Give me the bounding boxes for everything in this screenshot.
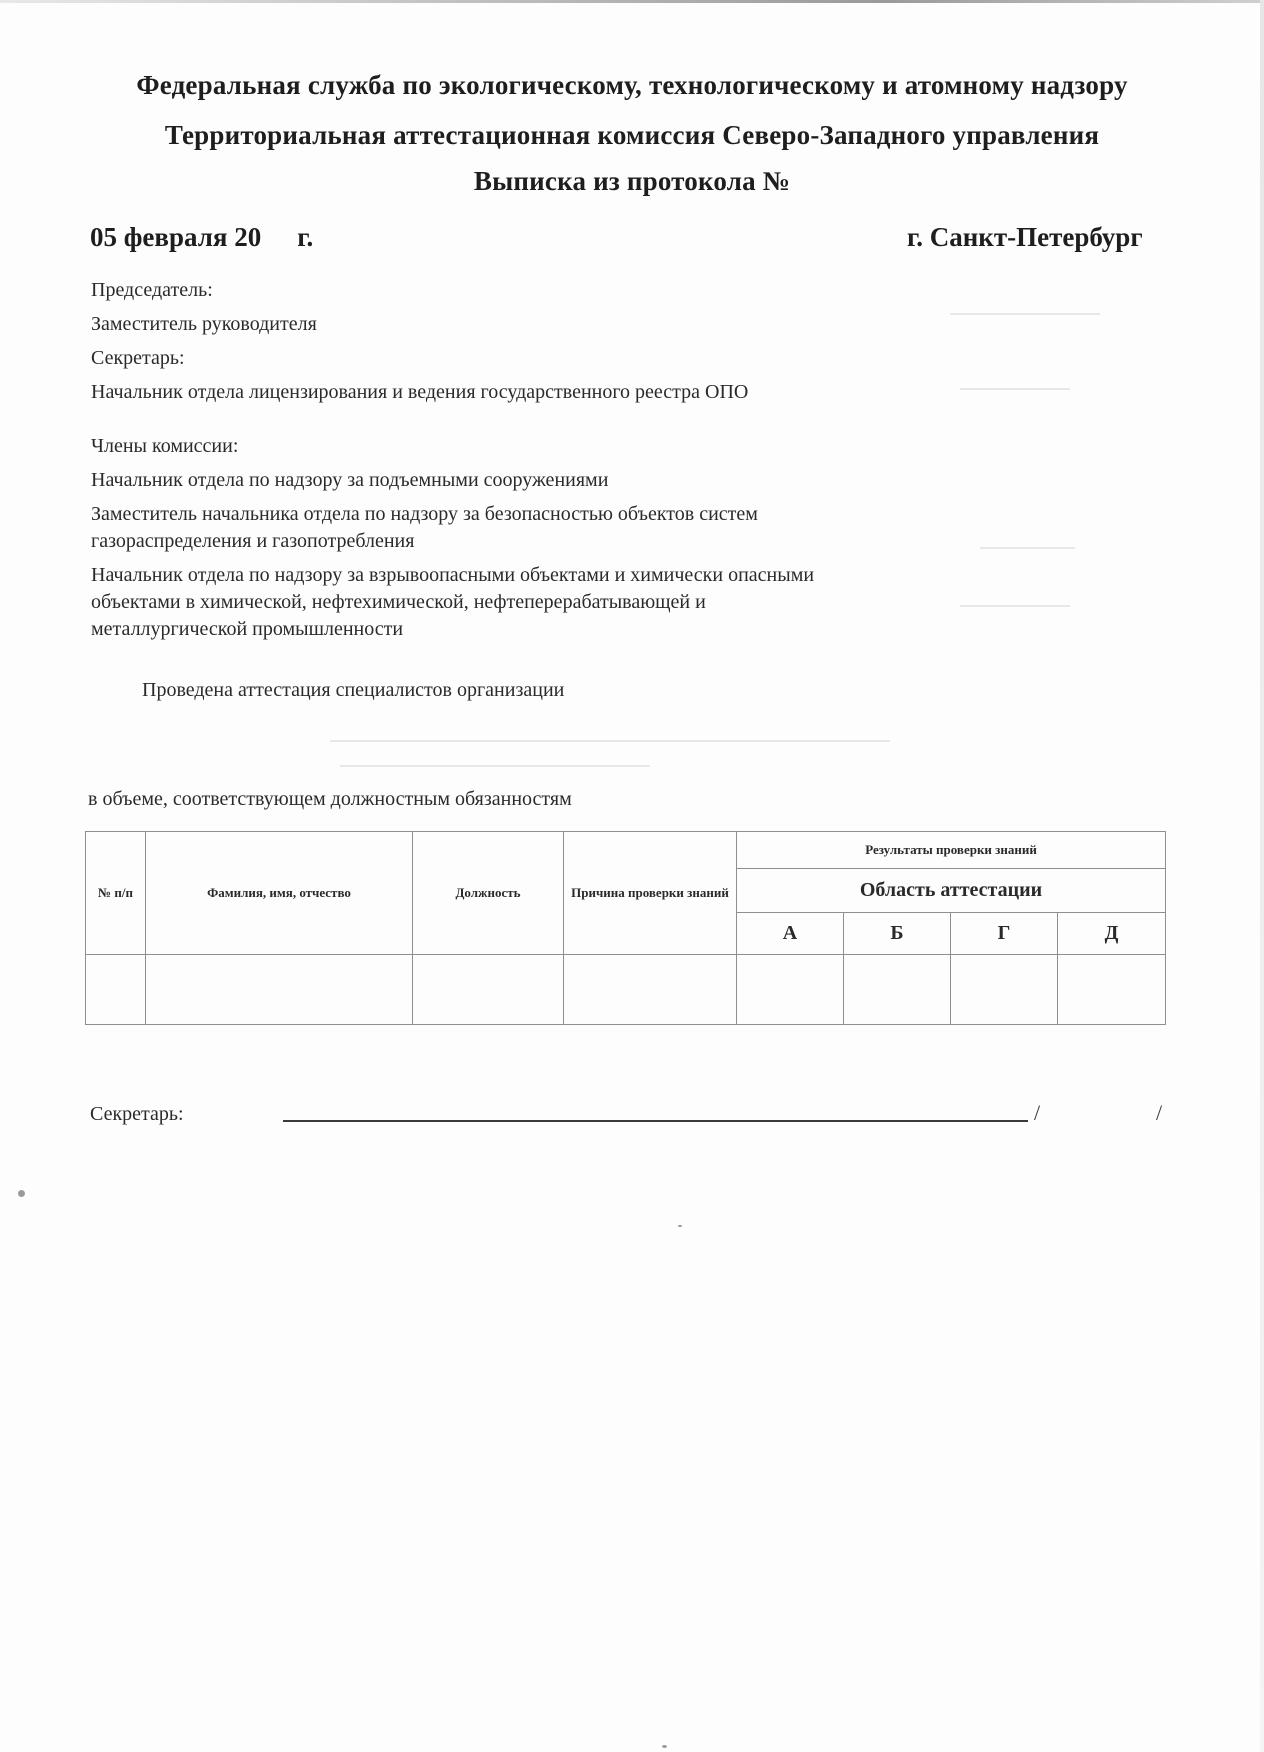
protocol-city: г. Санкт-Петербург xyxy=(907,222,1143,252)
scope-text: в объеме, соответствующем должностным обязанностям xyxy=(88,788,572,810)
col-header-area-a: А xyxy=(737,913,844,955)
signature-slash-left: / xyxy=(1034,1100,1041,1125)
col-header-number: № п/п xyxy=(86,832,146,955)
chair-label: Председатель: xyxy=(91,279,213,301)
scan-speck xyxy=(678,1225,682,1227)
redacted-organization-line-2 xyxy=(340,765,650,767)
table-cell xyxy=(1058,955,1166,1025)
scan-speck xyxy=(662,1745,667,1748)
agency-title: Федеральная служба по экологическому, технологическому и атомному надзору xyxy=(136,70,1128,100)
table-cell xyxy=(844,955,951,1025)
protocol-date xyxy=(90,222,313,253)
scan-speck xyxy=(18,1190,25,1197)
redacted-chair-name xyxy=(950,313,1100,315)
member-3-line-3: металлургической промышленности xyxy=(91,618,404,640)
date-prefix: 05 февраля 20 xyxy=(90,222,262,252)
footer-secretary-label: Секретарь: xyxy=(90,1103,184,1125)
table-cell xyxy=(951,955,1058,1025)
date-suffix: г. xyxy=(297,222,314,252)
redacted-member-name xyxy=(960,605,1070,607)
col-header-area-d: Д xyxy=(1058,913,1166,955)
redacted-secretary-name xyxy=(960,388,1070,390)
table-cell xyxy=(86,955,146,1025)
table-cell xyxy=(413,955,564,1025)
col-header-area-b: Б xyxy=(844,913,951,955)
col-header-position: Должность xyxy=(413,832,564,955)
secretary-label: Секретарь: xyxy=(91,347,185,369)
secretary-position: Начальник отдела лицензирования и ведения государственного реестра ОПО xyxy=(91,381,749,403)
attestation-text: Проведена аттестация специалистов организации xyxy=(142,679,565,701)
commission-title: Территориальная аттестационная комиссия Северо-Западного управления xyxy=(164,120,1100,150)
signature-line xyxy=(283,1120,1028,1122)
table-cell xyxy=(737,955,844,1025)
member-2-line-2: газораспределения и газопотребления xyxy=(91,530,415,552)
scan-right-edge xyxy=(1260,0,1264,1752)
col-header-area: Область аттестации xyxy=(737,869,1166,913)
col-header-full-name: Фамилия, имя, отчество xyxy=(146,832,413,955)
chair-position: Заместитель руководителя xyxy=(91,313,317,335)
attestation-results-table xyxy=(85,831,1166,1025)
members-label: Члены комиссии: xyxy=(91,435,239,457)
redacted-organization-line-1 xyxy=(330,740,890,742)
col-header-reason: Причина проверки знаний xyxy=(564,832,737,955)
redacted-member-name xyxy=(980,547,1075,549)
col-header-area-g: Г xyxy=(951,913,1058,955)
member-3-line-2: объектами в химической, нефтехимической, нефтеперерабатывающей и xyxy=(91,591,706,613)
protocol-title: Выписка из протокола № xyxy=(473,166,791,196)
signature-slash-right: / xyxy=(1156,1100,1163,1125)
scan-top-edge xyxy=(0,0,1264,3)
member-3-line-1: Начальник отдела по надзору за взрывоопасными объектами и химически опасными xyxy=(91,564,815,586)
member-1: Начальник отдела по надзору за подъемными сооружениями xyxy=(91,469,609,491)
table-row xyxy=(86,955,1166,1025)
table-cell xyxy=(146,955,413,1025)
member-2-line-1: Заместитель начальника отдела по надзору за безопасностью объектов систем xyxy=(91,503,758,525)
col-header-results: Результаты проверки знаний xyxy=(737,832,1166,869)
table-cell xyxy=(564,955,737,1025)
